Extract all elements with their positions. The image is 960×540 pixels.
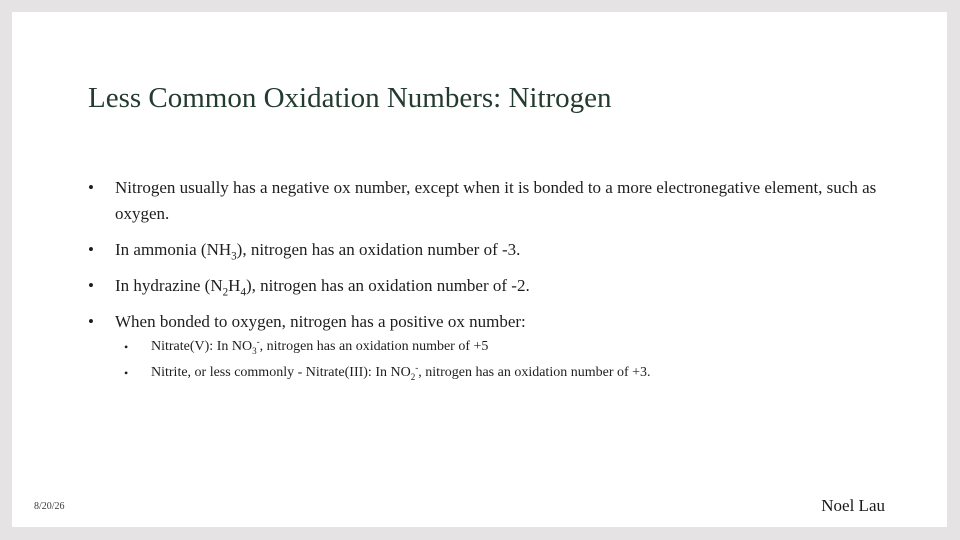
subscript: 3 xyxy=(231,250,237,263)
sub-bullet-item xyxy=(115,363,888,383)
superscript: - xyxy=(256,336,260,347)
superscript: - xyxy=(415,362,419,373)
bullet-text-pre: In hydrazine (N xyxy=(115,276,223,295)
footer-author: Noel Lau xyxy=(821,496,885,515)
bullet-text: Nitrogen usually has a negative ox number, except when it is bonded to a more electronegative element, such as oxygen. xyxy=(115,178,877,223)
subscript: 4 xyxy=(240,286,246,299)
subscript: 2 xyxy=(222,286,229,299)
bullet-text-post: ), nitrogen has an oxidation number of -3. xyxy=(236,240,521,259)
subscript: 2 xyxy=(410,371,416,382)
sub-bullet-text-post: , nitrogen has an oxidation number of +3. xyxy=(418,365,651,380)
sub-bullet-item xyxy=(115,337,888,357)
sub-bullet-text-pre: Nitrite, or less commonly - Nitrate(III): In NO xyxy=(151,365,411,380)
slide-title: Less Common Oxidation Numbers: Nitrogen xyxy=(88,82,612,114)
slide xyxy=(12,12,947,527)
footer-date: 8/20/26 xyxy=(34,501,65,512)
subscript: 3 xyxy=(252,345,257,356)
bullet-item xyxy=(88,309,888,383)
bullet-item xyxy=(88,175,888,227)
bullet-text-pre: In ammonia (NH xyxy=(115,240,232,259)
bullet-text-mid: H xyxy=(228,276,241,295)
sub-bullet-text-pre: Nitrate(V): In NO xyxy=(151,339,253,354)
sub-bullet-list xyxy=(115,337,888,383)
bullet-list xyxy=(88,175,888,393)
bullet-item xyxy=(88,273,888,299)
bullet-text-post: ), nitrogen has an oxidation number of -2. xyxy=(245,276,530,295)
bullet-text: When bonded to oxygen, nitrogen has a positive ox number: xyxy=(115,312,526,331)
bullet-item xyxy=(88,237,888,263)
sub-bullet-text-post: , nitrogen has an oxidation number of +5 xyxy=(259,339,489,354)
